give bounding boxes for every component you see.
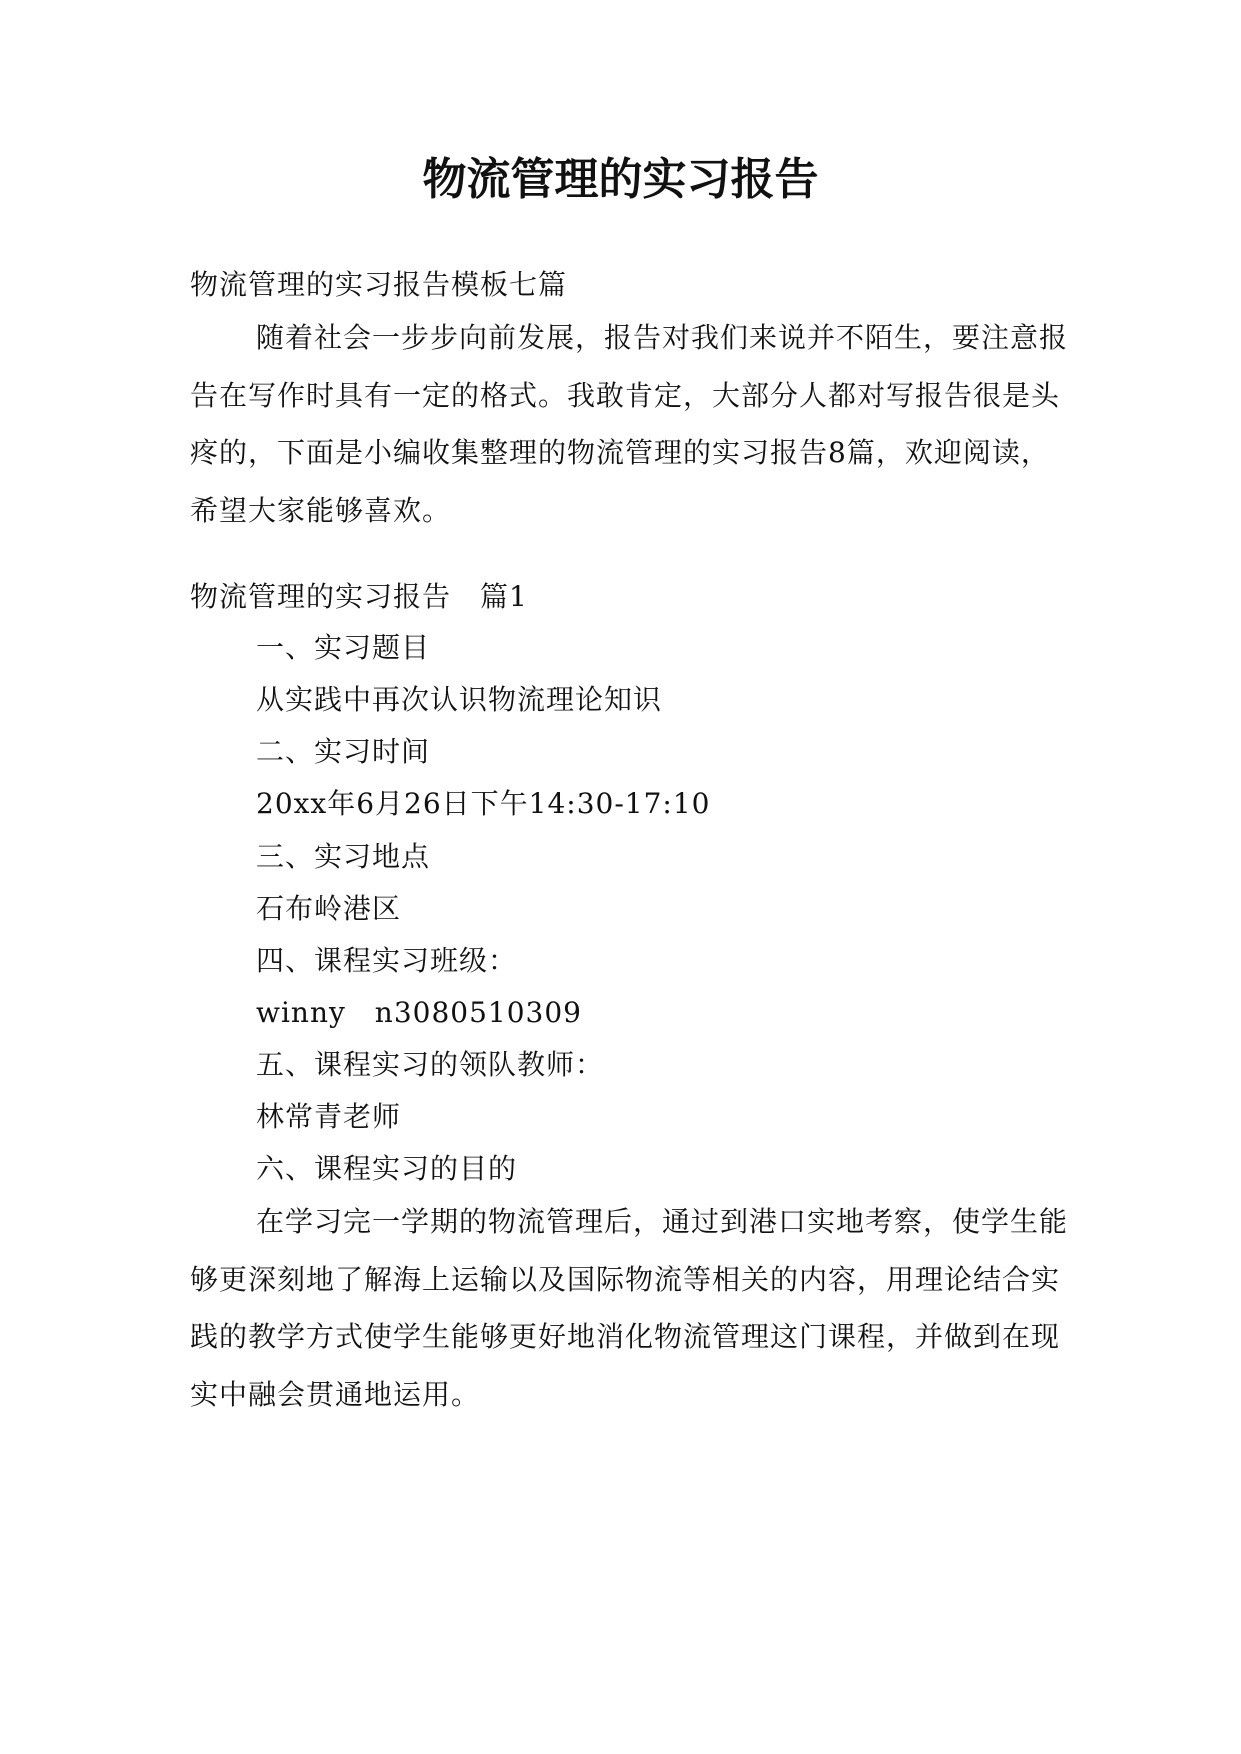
list-item: winny n3080510309: [256, 996, 582, 1029]
list-item: 六、课程实习的目的: [256, 1152, 518, 1185]
list-item: 三、实习地点: [256, 840, 431, 873]
intro-paragraph: 随着社会一步步向前发展，报告对我们来说并不陌生，要注意报告在写作时具有一定的格式。我敢肯定，大部分人都对写报告很是头疼的，下面是小编收集整理的物流管理的实习报告8篇，欢迎阅读，希望大家能够喜欢。: [190, 321, 1069, 527]
list-item: 林常青老师: [256, 1100, 402, 1133]
list-item: 四、课程实习班级：: [256, 944, 518, 977]
document-title: 物流管理的实习报告: [422, 154, 819, 205]
list-item: 20xx年6月26日下午14:30-17:10: [256, 787, 711, 820]
list-item: 石布岭港区: [256, 892, 402, 925]
list-item: 五、课程实习的领队教师：: [256, 1048, 605, 1081]
document-subtitle: 物流管理的实习报告模板七篇: [190, 268, 568, 301]
list-item: 一、实习题目: [256, 631, 431, 664]
purpose-paragraph: 在学习完一学期的物流管理后，通过到港口实地考察，使学生能够更深刻地了解海上运输以及国际物流等相关的内容，用理论结合实践的教学方式使学生能够更好地消化物流管理这门课程，并做到在现实中融会贯通地运用。: [190, 1205, 1069, 1411]
section-heading: 物流管理的实习报告 篇1: [190, 580, 528, 613]
list-item: 二、实习时间: [256, 735, 431, 768]
list-item: 从实践中再次认识物流理论知识: [256, 683, 663, 716]
